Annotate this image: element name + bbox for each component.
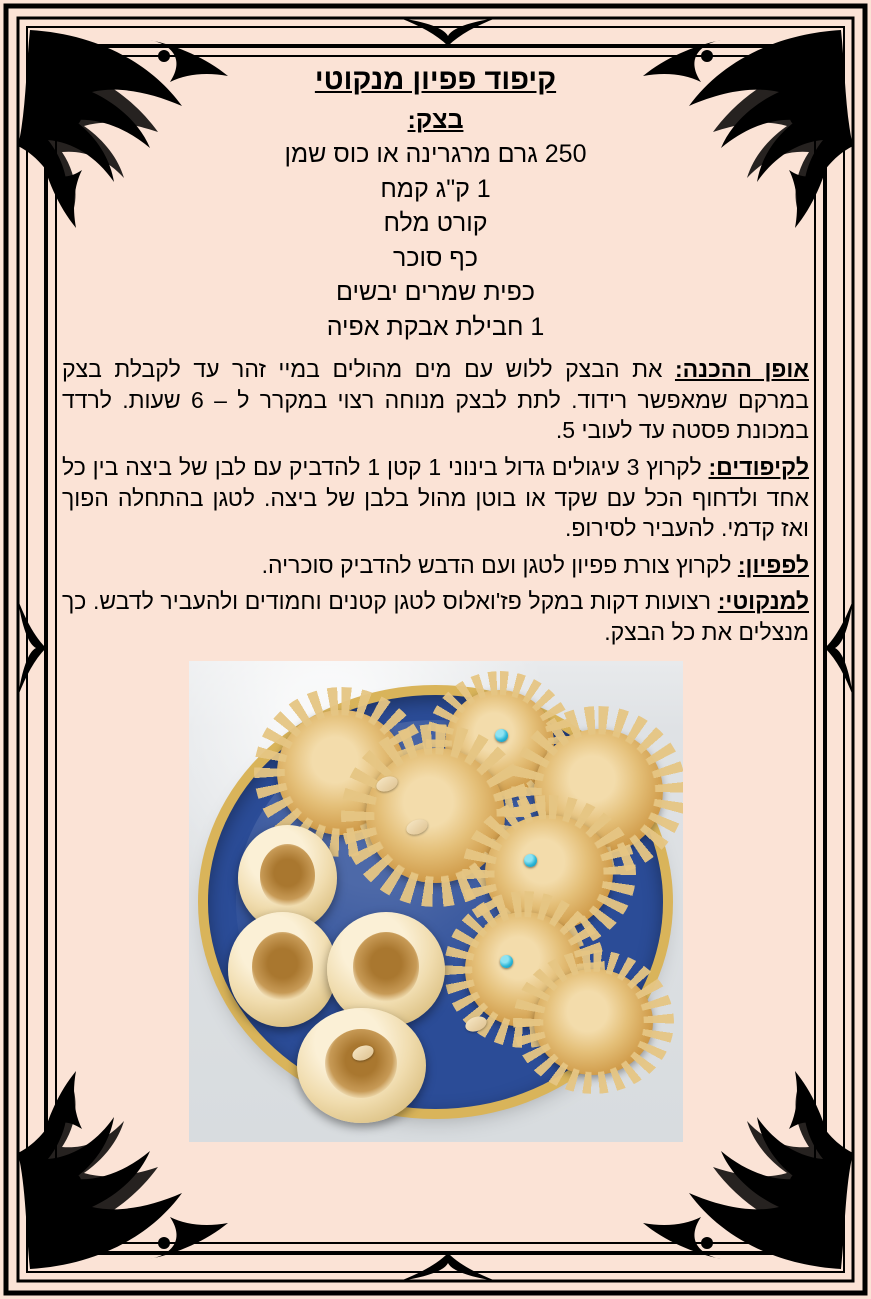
candy-bead <box>500 955 513 968</box>
list-item: 250 גרם מרגרינה או כוס שמן <box>284 140 587 169</box>
instruction-paragraph-hedgehogs <box>62 452 809 544</box>
list-item: כף סוכר <box>392 243 478 272</box>
instruction-lead: לקיפודים: <box>708 453 809 480</box>
photo-background <box>189 661 683 1142</box>
instruction-paragraph-manicotti <box>62 586 809 647</box>
instruction-lead: אופן ההכנה: <box>674 356 810 383</box>
instruction-text: לקרוץ 3 עיגולים גדול בינוני 1 קטן 1 להדביק עם לבן של ביצה בין כל אחד ולדחוף הכל עם שקד או בוטן מהול בלבן של ביצה. לטגן בהתחלה הפוך ואז קדמי. להעביר לסירופ. <box>62 453 809 542</box>
list-item: כפית שמרים יבשים <box>336 278 535 307</box>
candy-bead <box>495 729 508 742</box>
pastry-roll <box>297 1008 425 1123</box>
pastry-roll <box>228 912 337 1027</box>
instruction-paragraph-bowtie <box>62 550 809 581</box>
page-title: קיפוד פפיון מנקוטי <box>314 64 557 96</box>
instruction-text: את הבצק ללוש עם מים מהולים במיי זהר עד לקבלת בצק במרקם שמאפשר רידוד. לתת לבצק מנוחה רצוי במקרר ל – 6 שעות. לרדד במכונת פסטה עד לעובי 5. <box>62 356 809 444</box>
list-item: קורט מלח <box>383 209 488 238</box>
dough-section-heading: בצק: <box>407 106 464 135</box>
list-item: 1 חבילת אבקת אפיה <box>326 312 545 341</box>
instruction-lead: למנקוטי: <box>717 588 809 615</box>
instruction-lead: לפפיון: <box>737 551 809 578</box>
ingredient-list <box>62 137 809 344</box>
list-item: 1 ק"ג קמח <box>380 174 491 203</box>
recipe-photo <box>189 661 683 1142</box>
instruction-text: לקרוץ צורת פפיון לטגן ועם הדבש להדביק סוכריה. <box>261 551 738 578</box>
instruction-text: רצועות דקות במקל פז'ואלוס לטגן קטנים וחמודים ולהעביר לדבש. כך מנצלים את כל הבצק. <box>62 588 809 645</box>
instruction-paragraph-preparation <box>62 354 809 446</box>
pastry-bowtie <box>534 969 653 1075</box>
